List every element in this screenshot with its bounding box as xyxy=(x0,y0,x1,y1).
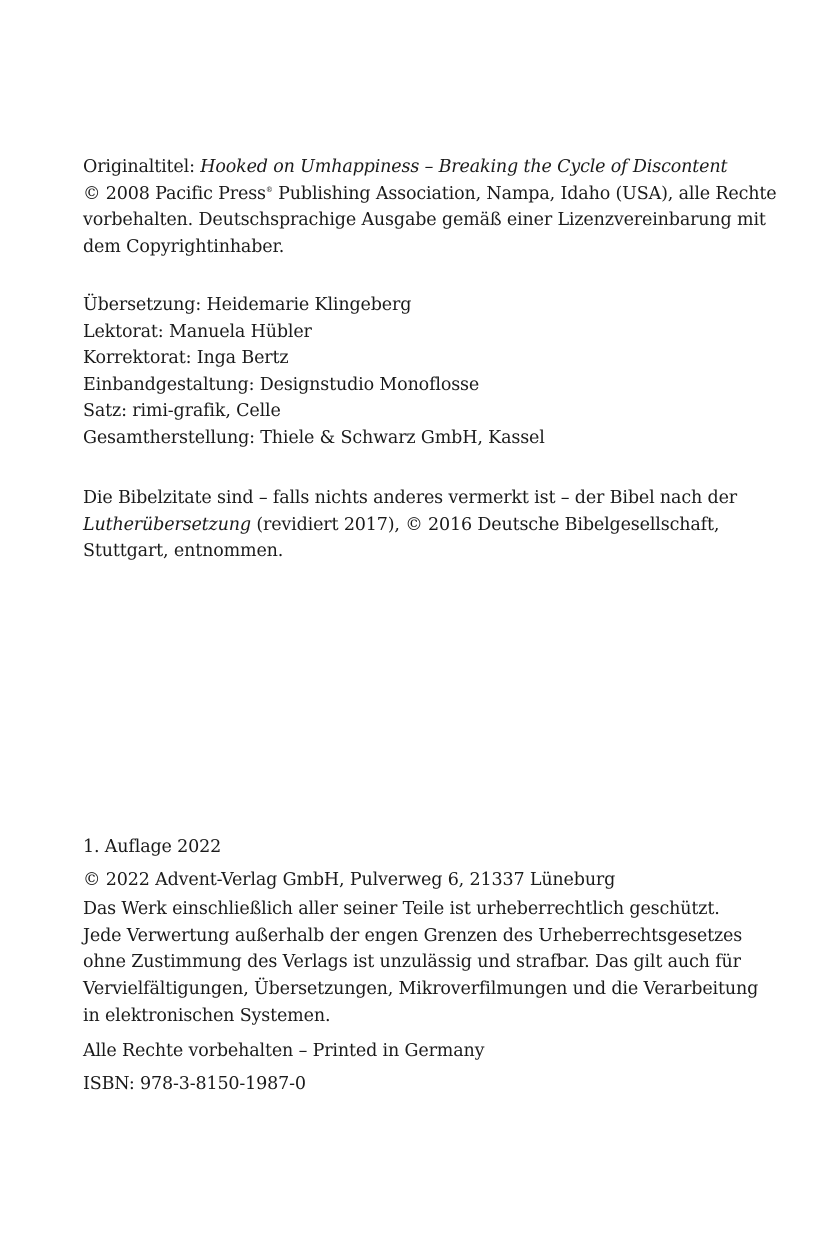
original-title-value: Hooked on Umhappiness – Breaking the Cycle of Discontent xyxy=(200,157,728,177)
original-title-line xyxy=(83,154,763,181)
all-rights-line: Alle Rechte vorbehalten – Printed in Germany xyxy=(83,1041,485,1062)
original-copyright-line xyxy=(83,181,777,208)
registered-mark: ® xyxy=(265,185,273,194)
credit-cover-design: Einbandgestaltung: Designstudio Monoflosse xyxy=(83,374,480,395)
original-holder-line: dem Copyrightinhaber. xyxy=(83,236,285,257)
credit-typesetting: Satz: rimi-grafik, Celle xyxy=(83,401,281,422)
rights-line: Jede Verwertung außerhalb der engen Grenzen des Urheberrechtsgesetzes xyxy=(83,925,743,946)
original-copyright-prefix: © 2008 Pacific Press xyxy=(83,183,266,204)
credits-section xyxy=(83,292,763,452)
credit-translation: Übersetzung: Heidemarie Klingeberg xyxy=(83,295,412,315)
rights-line: in elektronischen Systemen. xyxy=(83,1005,331,1026)
bible-notice-line-3: Stuttgart, entnommen. xyxy=(83,541,284,562)
rights-line: Das Werk einschließlich aller seiner Teile ist urheberrechtlich geschützt. xyxy=(83,899,720,920)
isbn-line: ISBN: 978-3-8150-1987-0 xyxy=(83,1073,306,1094)
original-title-label: Originaltitel: xyxy=(83,157,201,177)
rights-line: Vervielfältigungen, Übersetzungen, Mikroverfilmungen und die Verarbeitung xyxy=(83,978,759,999)
credit-editing: Lektorat: Manuela Hübler xyxy=(83,321,312,342)
bible-quote-notice xyxy=(83,485,763,565)
original-title-section xyxy=(83,154,777,260)
credit-production: Gesamtherstellung: Thiele & Schwarz GmbH, Kassel xyxy=(83,427,545,448)
original-copyright-suffix: Publishing Association, Nampa, Idaho (USA), alle Rechte xyxy=(272,183,777,204)
rights-paragraph xyxy=(83,896,763,1035)
publisher-line: © 2022 Advent-Verlag GmbH, Pulverweg 6, 21337 Lüneburg xyxy=(83,869,616,890)
bible-translation-name: Lutherübersetzung xyxy=(83,514,251,535)
imprint-section xyxy=(83,831,763,1100)
bible-notice-line-1: Die Bibelzitate sind – falls nichts anderes vermerkt ist – der Bibel nach der xyxy=(83,488,737,508)
bible-notice-line-2 xyxy=(83,512,763,539)
rights-line: ohne Zustimmung des Verlags ist unzulässig und strafbar. Das gilt auch für xyxy=(83,952,741,973)
original-license-line: vorbehalten. Deutschsprachige Ausgabe gemäß einer Lizenzvereinbarung mit xyxy=(83,210,766,231)
bible-notice-line-2-rest: (revidiert 2017), © 2016 Deutsche Bibelgesellschaft, xyxy=(250,514,720,535)
edition-line: 1. Auflage 2022 xyxy=(83,837,222,857)
credit-proofreading: Korrektorat: Inga Bertz xyxy=(83,348,289,369)
